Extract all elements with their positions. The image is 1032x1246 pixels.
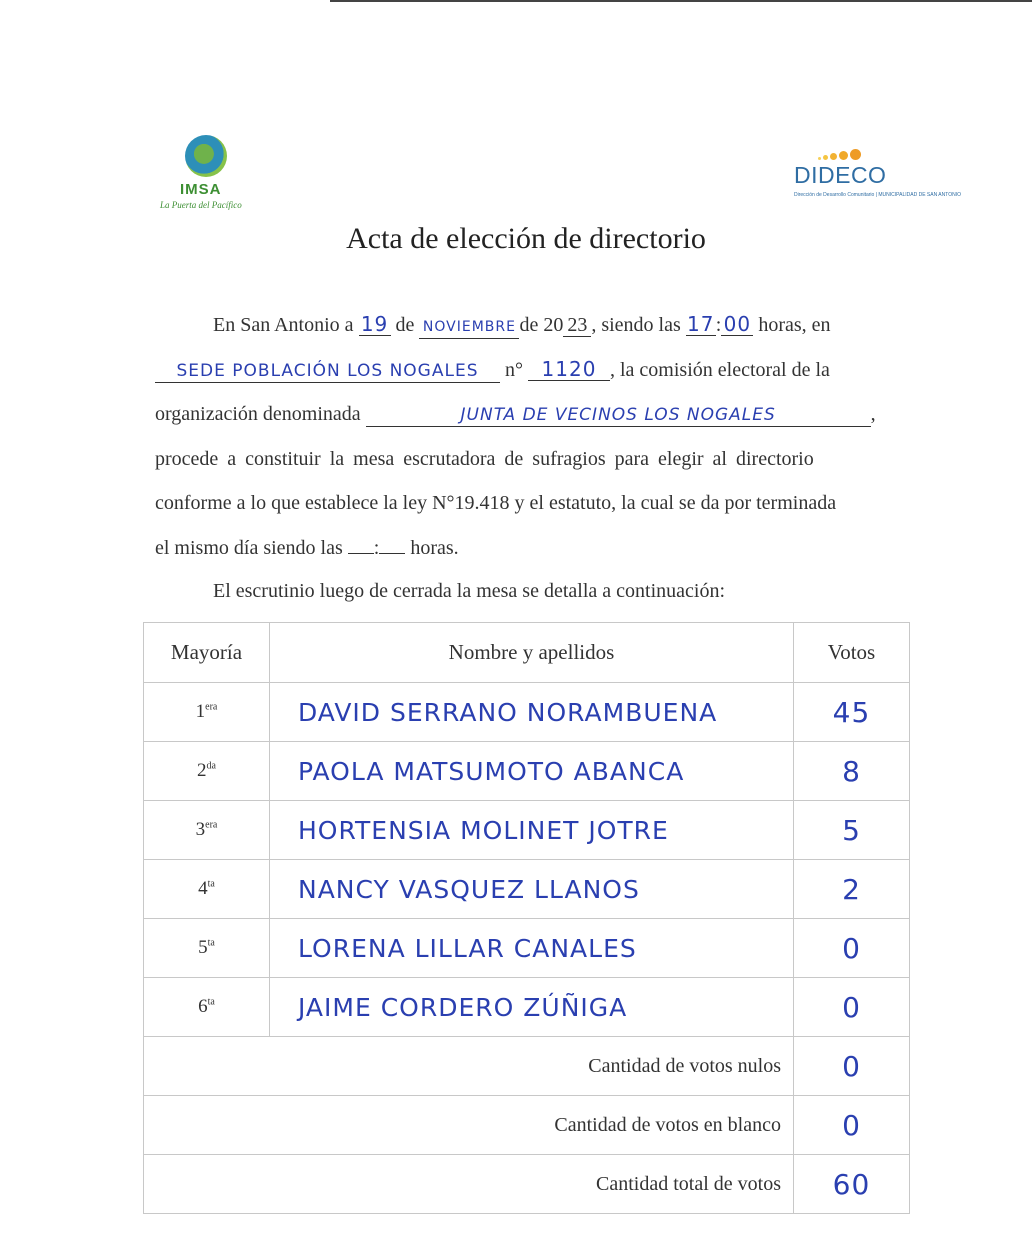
candidate-name-cell: NANCY VASQUEZ LLANOS [270,860,794,919]
day-field: 19 [359,313,391,336]
paragraph-line-2: SEDE POBLACIÓN LOS NOGALES n° 1120 , la comisión electoral de la [155,358,830,383]
organization-field: JUNTA DE VECINOS LOS NOGALES [366,404,871,427]
candidate-name-cell: JAIME CORDERO ZÚÑIGA [270,978,794,1037]
blank-votes-label: Cantidad de votos en blanco [144,1096,794,1155]
dideco-subtitle: Dirección de Desarrollo Comunitario | MUNICIPALIDAD DE SAN ANTONIO [794,192,961,198]
imsa-logo [155,135,255,215]
rank-cell: $4^{ta}$ [144,860,270,919]
rank-cell: $2^{da}$ [144,742,270,801]
candidate-name-cell: HORTENSIA MOLINET JOTRE [270,801,794,860]
rank-cell: $5^{ta}$ [144,919,270,978]
document-title: Acta de elección de directorio [346,222,706,255]
votes-cell: 0 [794,919,910,978]
dideco-logo-text: DIDECO [794,162,887,188]
header-rank: Mayoría [144,623,270,683]
blank-votes-value: 0 [794,1096,910,1155]
header-votes: Votos [794,623,910,683]
table-row [144,742,910,801]
votes-cell: 0 [794,978,910,1037]
candidate-name-cell: PAOLA MATSUMOTO ABANCA [270,742,794,801]
rank-cell: $1^{era}$ [144,683,270,742]
place-field: SEDE POBLACIÓN LOS NOGALES [155,360,500,383]
paragraph-line-4: procede a constituir la mesa escrutadora de sufragios para elegir al directorio [155,448,814,470]
table-row [144,860,910,919]
paragraph-line-6: el mismo día siendo las : horas. [155,537,459,559]
table-row [144,978,910,1037]
results-table [143,622,910,1214]
number-field: 1120 [528,358,610,381]
paragraph-line-7: El escrutinio luego de cerrada la mesa se detalla a continuación: [213,580,726,602]
end-hour-field [348,553,374,554]
scan-edge-line [330,0,1032,2]
table-header-row [144,623,910,683]
null-votes-value: 0 [794,1037,910,1096]
rank-cell: $6^{ta}$ [144,978,270,1037]
paragraph-line-3: organización denominada JUNTA DE VECINOS LOS NOGALES , [155,403,876,425]
hour-field: 17 [687,312,715,336]
votes-cell: 5 [794,801,910,860]
paragraph-line-5: conforme a lo que establece la ley N°19.418 y el estatuto, la cual se da por terminada [155,492,837,514]
votes-cell: 2 [794,860,910,919]
null-votes-label: Cantidad de votos nulos [144,1037,794,1096]
table-row [144,801,910,860]
candidate-name-cell: DAVID SERRANO NORAMBUENA [270,683,794,742]
year-field: 23 [563,314,591,337]
dideco-logo [792,140,961,208]
header-name: Nombre y apellidos [270,623,794,683]
imsa-slogan: La Puerta del Pacífico [160,200,242,210]
total-votes-row [144,1155,910,1214]
dideco-dots-icon [818,142,863,160]
minute-field: 00 [721,313,753,336]
total-votes-value: 60 [794,1155,910,1214]
imsa-emblem-icon [185,135,227,177]
null-votes-row [144,1037,910,1096]
candidate-name-cell: LORENA LILLAR CANALES [270,919,794,978]
total-votes-label: Cantidad total de votos [144,1155,794,1214]
month-field: NOVIEMBRE [419,316,519,339]
blank-votes-row [144,1096,910,1155]
votes-cell: 8 [794,742,910,801]
table-row [144,683,910,742]
end-minute-field [379,553,405,554]
table-row [144,919,910,978]
paragraph-line-1: En San Antonio a 19 de NOVIEMBRE de 20 23 , siendo las 17: 00 horas, en [213,313,831,339]
votes-cell: 45 [794,683,910,742]
imsa-logo-text: IMSA [180,181,222,198]
rank-cell: $3^{era}$ [144,801,270,860]
